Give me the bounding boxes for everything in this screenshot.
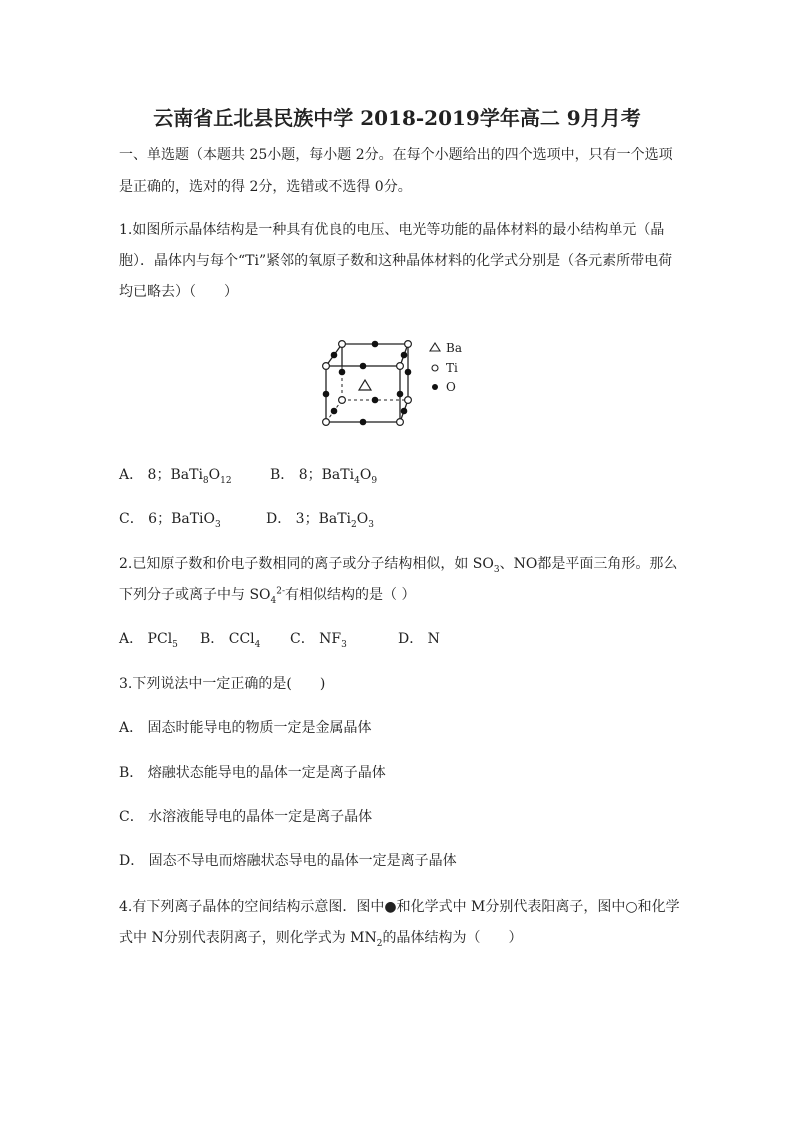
crystal-cell-diagram [318, 336, 478, 431]
q3-option-b: B． 熔融状态能导电的晶体一定是离子晶体 [119, 765, 386, 781]
q2-stem-line-2: 下列分子或离子中与 $SO_4^{2-}$有相似结构的是（ ） [119, 586, 416, 606]
q2-option-a: A． PCl$_5$ [119, 631, 178, 650]
q2-stem-line-1: 2.已知原子数和价电子数相同的离子或分子结构相似，如 $SO_3$、NO都是平面三角形。那么 [119, 556, 678, 575]
q1-option-b: B． 8；$BaTi_4O_9$ [270, 467, 378, 486]
q1-stem-line-2: 胞）．晶体内与每个“Ti”紧邻的氧原子数和这种晶体材料的化学式分别是（各元素所带电荷 [119, 253, 673, 269]
legend-o: O [446, 380, 456, 394]
ba-atom-triangle [359, 380, 371, 390]
q3-option-a: A． 固态时能导电的物质一定是金属晶体 [119, 720, 372, 736]
q3-option-c: C． 水溶液能导电的晶体一定是离子晶体 [119, 809, 373, 825]
q3-option-d: D． 固态不导电而熔融状态导电的晶体一定是离子晶体 [119, 853, 457, 869]
q3-stem: 3.下列说法中一定正确的是( ) [119, 676, 326, 692]
q2-option-d: D． N [398, 631, 440, 647]
q1-stem-line-1: 1.如图所示晶体结构是一种具有优良的电压、电光等功能的晶体材料的最小结构单元（晶 [119, 222, 665, 238]
q1-option-c: C． 6；BaTiO$_3$ [119, 511, 221, 530]
q4-stem-line-2: 式中 N分别代表阴离子，则化学式为 $MN_2$的晶体结构为（ ） [119, 930, 523, 949]
q4-stem-line-1: 4.有下列离子晶体的空间结构示意图．图中●和化学式中 M分别代表阳离子，图中○和化学 [119, 899, 680, 915]
section-heading-line-2: 是正确的，选对的得 2分，选错或不选得 0分。 [119, 179, 412, 195]
q1-stem-line-3: 均已略去）（ ） [119, 284, 238, 300]
section-heading-line-1: 一、单选题（本题共 25小题，每小题 2分。在每个小题给出的四个选项中，只有一个选项 [119, 147, 673, 163]
legend-ba: Ba [446, 341, 462, 355]
page-title: 云南省丘北县民族中学 2018-2019学年高二 9月月考 [153, 106, 641, 130]
legend-ti: Ti [446, 361, 458, 375]
q2-option-c: C． $NF_3$ [290, 631, 347, 650]
q2-option-b: B． CCl$_4$ [200, 631, 261, 650]
q1-option-a: A． 8；$BaTi_8O_{12}$ [119, 467, 232, 486]
q1-option-d: D． 3；$BaTi_2O_3$ [266, 511, 374, 530]
